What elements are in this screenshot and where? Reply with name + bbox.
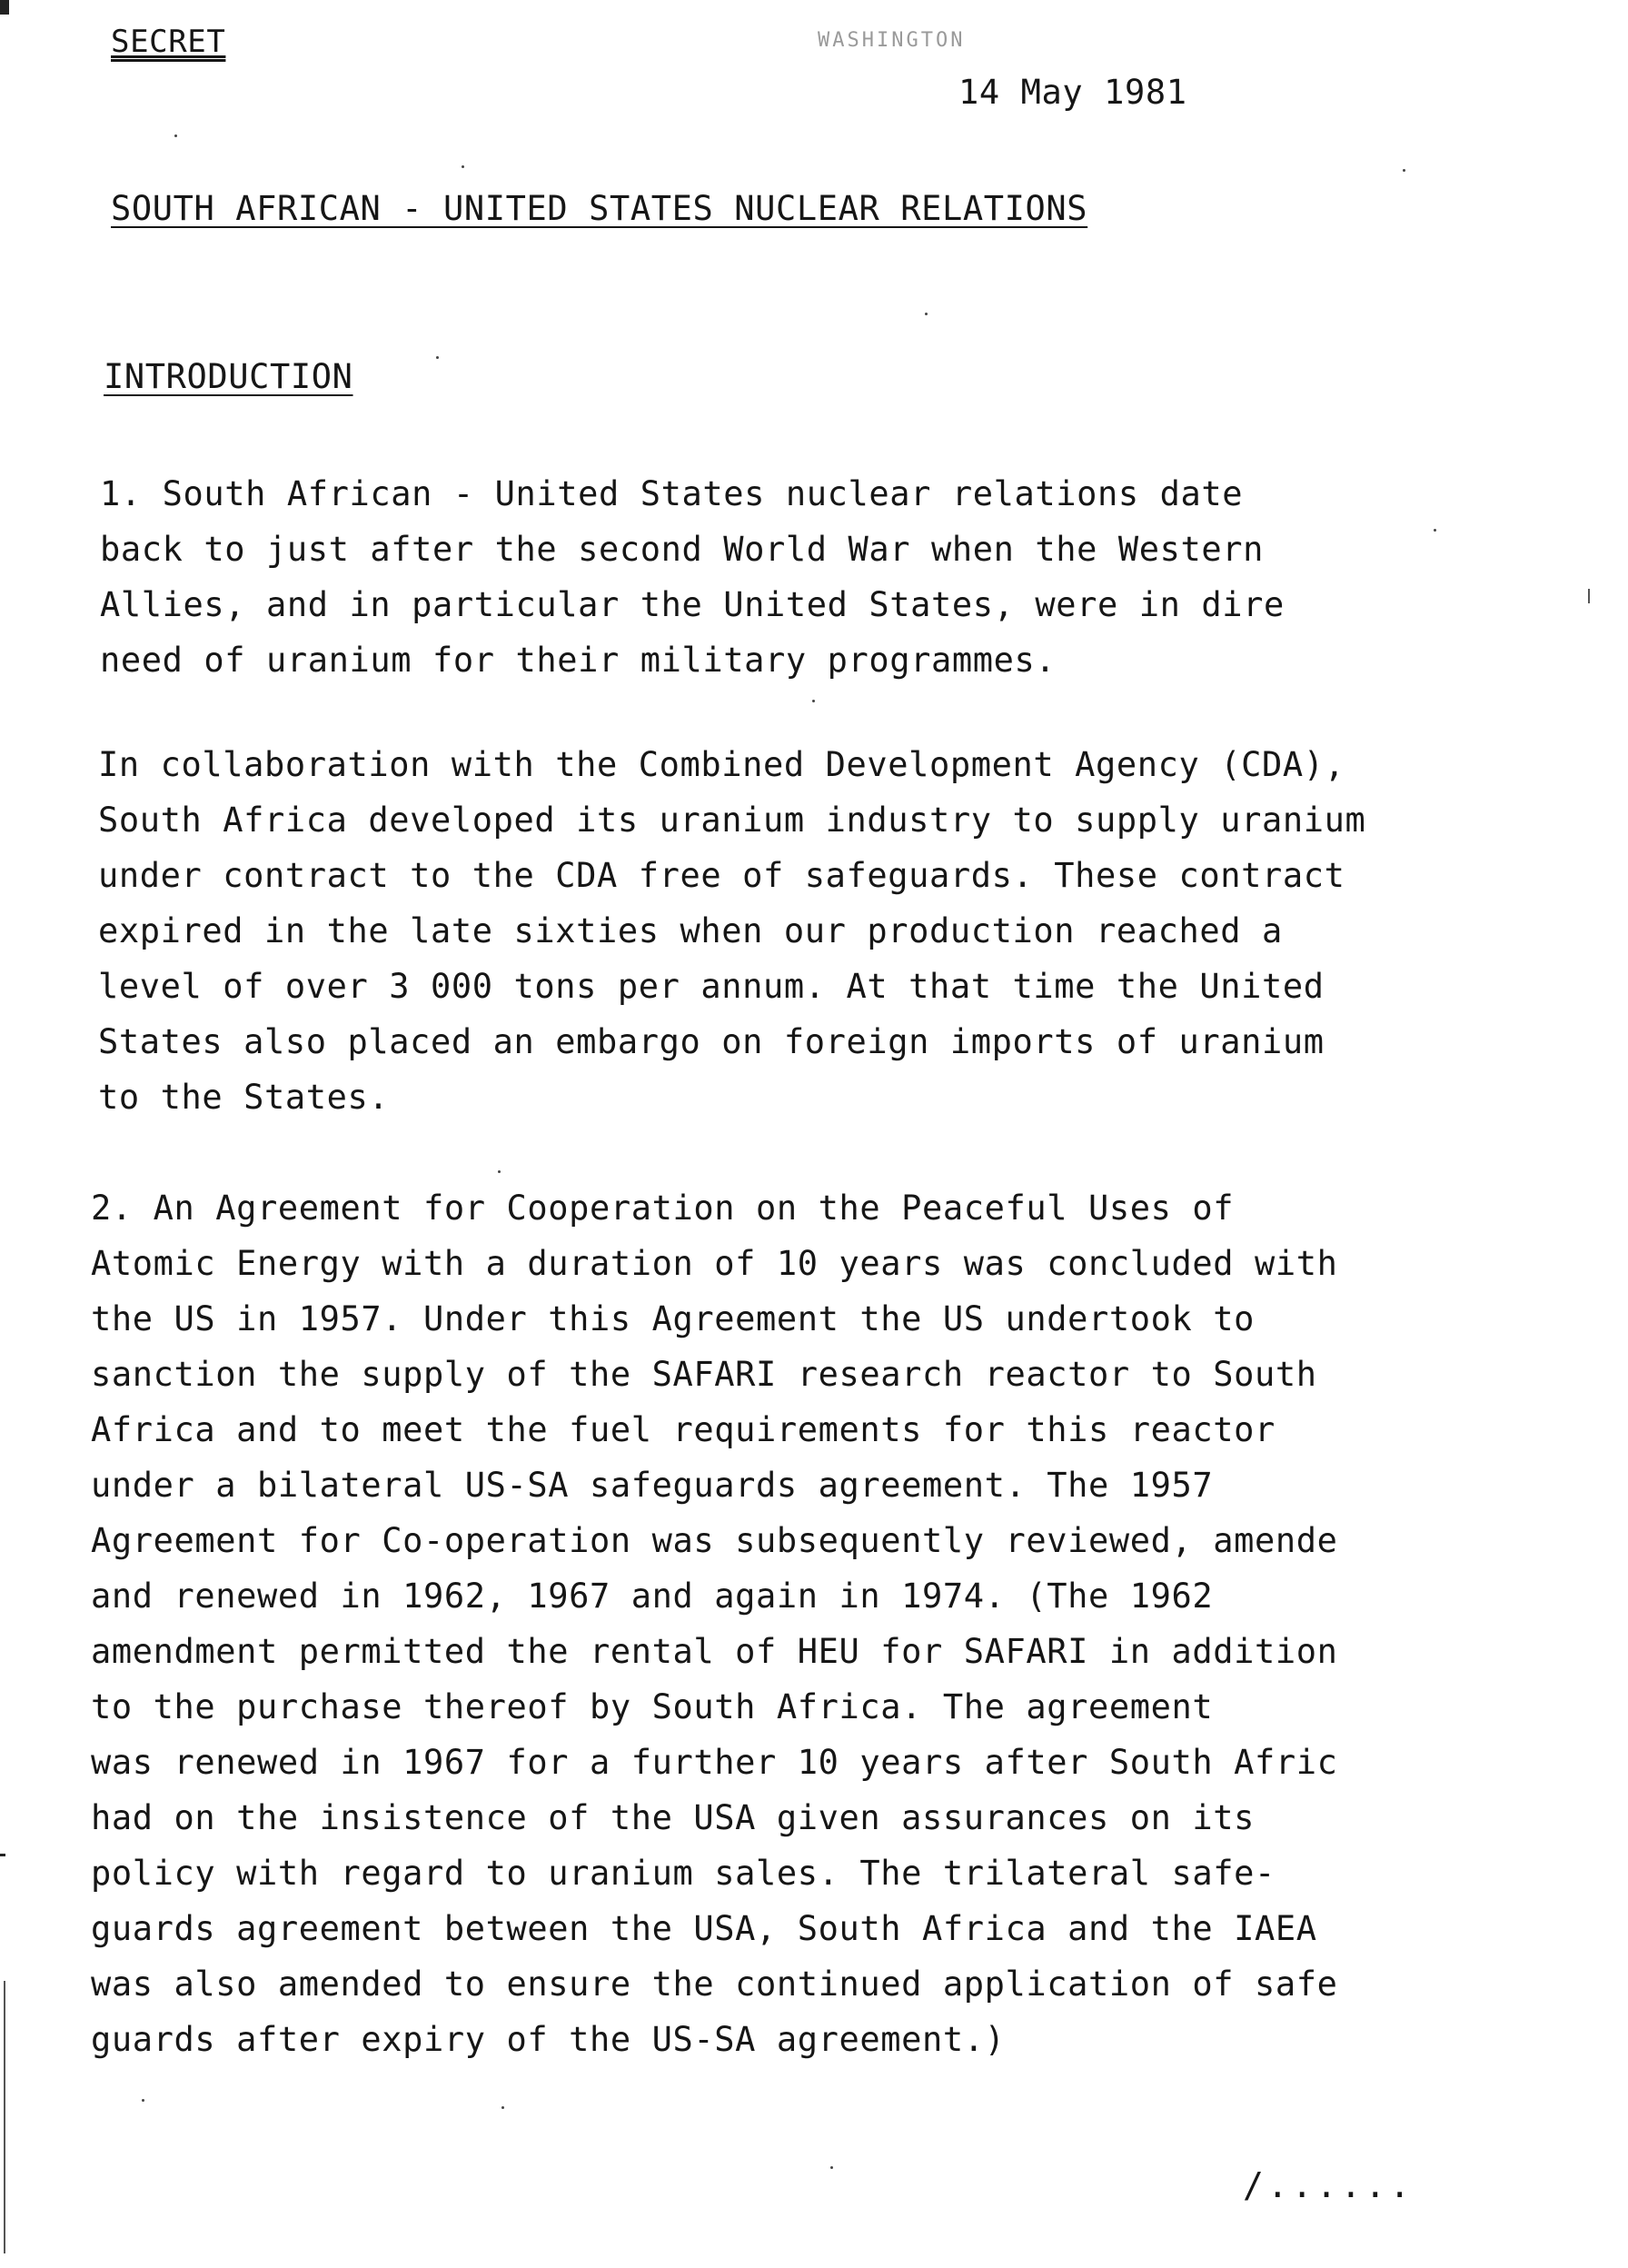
paragraph-2-line: States also placed an embargo on foreign imports of uranium	[98, 1022, 1325, 1061]
scan-speck	[925, 313, 928, 315]
paragraph-2-line: level of over 3 000 tons per annum. At that time the United	[98, 967, 1325, 1006]
paragraph-3-line: was renewed in 1967 for a further 10 years after South Afric	[91, 1743, 1338, 1782]
document-title: SOUTH AFRICAN - UNITED STATES NUCLEAR RELATIONS	[111, 189, 1088, 228]
paragraph-3-line: under a bilateral US-SA safeguards agreement. The 1957	[91, 1466, 1214, 1505]
left-edge-line	[4, 1981, 5, 2253]
paragraph-2-line: In collaboration with the Combined Development Agency (CDA),	[98, 745, 1345, 784]
section-heading: INTRODUCTION	[104, 357, 353, 396]
paragraph-3-line: sanction the supply of the SAFARI research reactor to South	[91, 1355, 1317, 1394]
paragraph-1-line: back to just after the second World War when the Western	[100, 530, 1265, 569]
right-margin-tick	[1588, 589, 1590, 603]
document-date: 14 May 1981	[958, 73, 1187, 112]
paragraph-2-line: expired in the late sixties when our production reached a	[98, 911, 1283, 950]
scan-speck	[174, 134, 177, 137]
scan-speck	[462, 165, 464, 168]
top-left-corner-mark	[0, 0, 9, 15]
scan-speck	[501, 2106, 504, 2109]
paragraph-3-line: Agreement for Co-operation was subsequently reviewed, amende	[91, 1521, 1338, 1560]
left-edge-tick	[0, 1854, 5, 1856]
scan-speck	[812, 700, 815, 702]
paragraph-3-line: to the purchase thereof by South Africa. The agreement	[91, 1687, 1214, 1726]
paragraph-2-line: under contract to the CDA free of safeguards. These contract	[98, 856, 1345, 895]
paragraph-3-line: 2. An Agreement for Cooperation on the Peaceful Uses of	[91, 1189, 1235, 1228]
classification-stamp: SECRET	[111, 24, 226, 60]
paragraph-3-line: the US in 1957. Under this Agreement the US undertook to	[91, 1299, 1256, 1338]
paragraph-1-line: 1. South African - United States nuclear relations date	[100, 474, 1244, 513]
faint-header-text: WASHINGTON	[818, 29, 966, 52]
paragraph-3-line: was also amended to ensure the continued application of safe	[91, 1965, 1338, 2004]
paragraph-2-line: to the States.	[98, 1078, 390, 1117]
scan-speck	[1403, 169, 1405, 172]
paragraph-3-line: policy with regard to uranium sales. The trilateral safe-	[91, 1854, 1276, 1893]
paragraph-3-line: guards agreement between the USA, South Africa and the IAEA	[91, 1909, 1317, 1948]
scan-speck	[1434, 529, 1436, 532]
scan-speck	[830, 2166, 833, 2169]
paragraph-3-line: Atomic Energy with a duration of 10 years was concluded with	[91, 1244, 1338, 1283]
paragraph-3-line: Africa and to meet the fuel requirements for this reactor	[91, 1410, 1276, 1449]
paragraph-3-line: and renewed in 1962, 1967 and again in 1974. (The 1962	[91, 1577, 1214, 1616]
paragraph-3-line: had on the insistence of the USA given assurances on its	[91, 1798, 1256, 1837]
scan-speck	[498, 1170, 501, 1173]
scan-speck	[142, 2099, 144, 2102]
continuation-marker: /......	[1243, 2165, 1415, 2205]
paragraph-2-line: South Africa developed its uranium industry to supply uranium	[98, 801, 1366, 840]
paragraph-1-line: Allies, and in particular the United States, were in dire	[100, 585, 1285, 624]
paragraph-3-line: guards after expiry of the US-SA agreement.)	[91, 2020, 1006, 2059]
scan-speck	[436, 356, 439, 359]
paragraph-3-line: amendment permitted the rental of HEU for SAFARI in addition	[91, 1632, 1338, 1671]
paragraph-1-line: need of uranium for their military programmes.	[100, 641, 1057, 680]
